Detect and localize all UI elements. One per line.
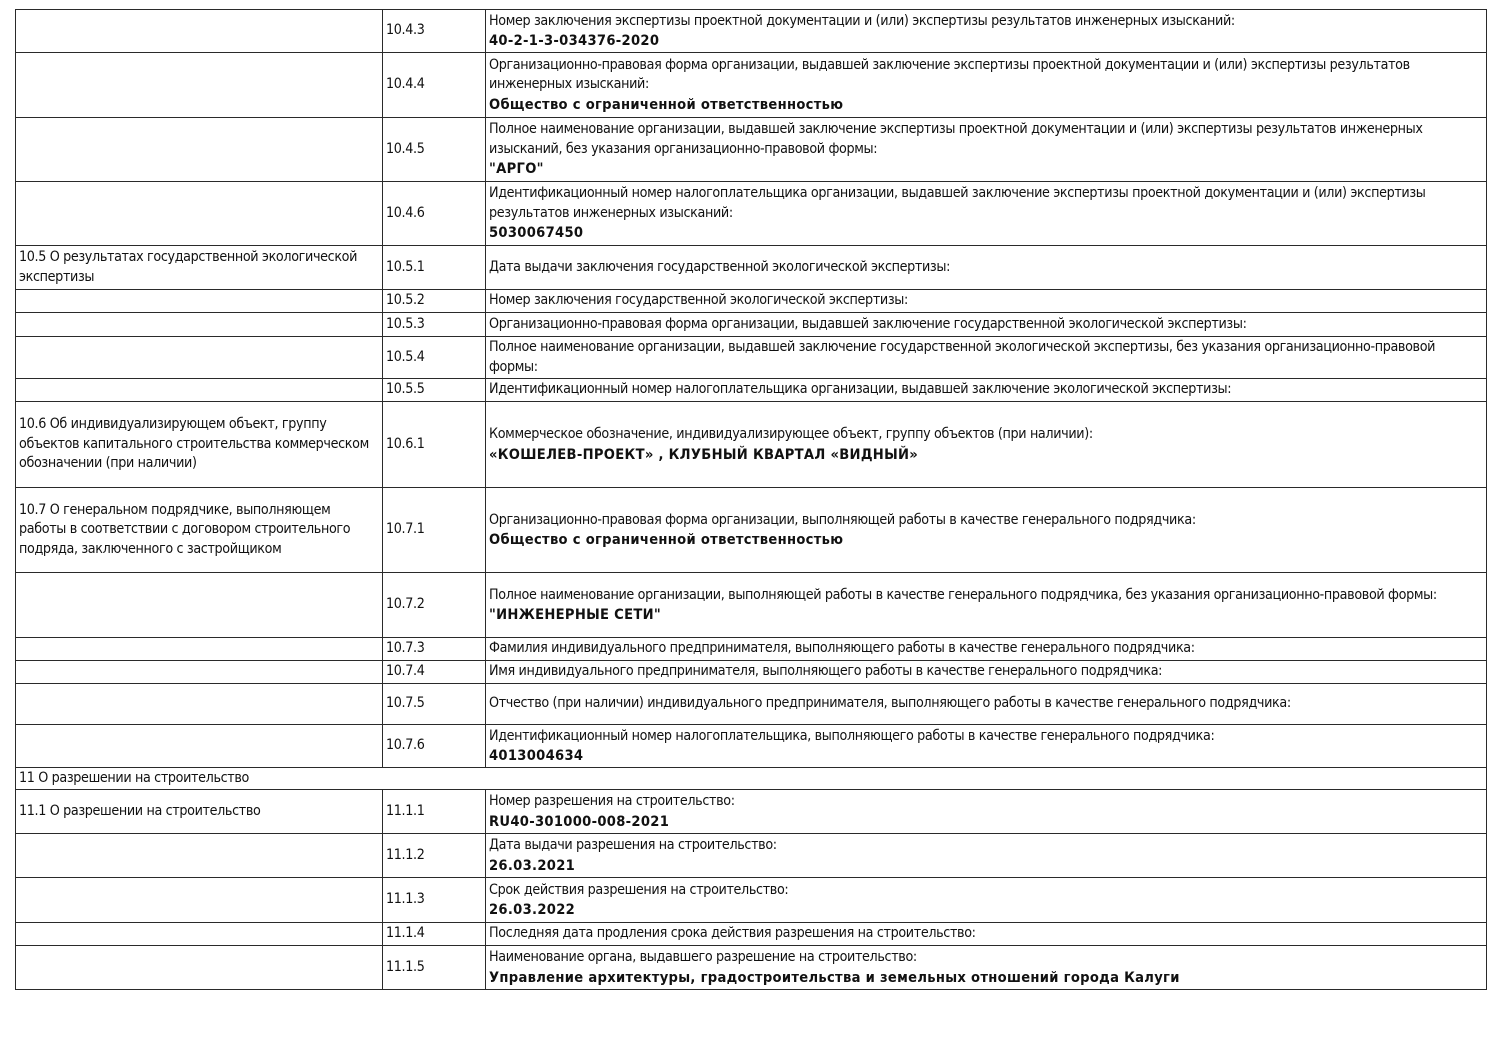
item-content-cell [486,53,1487,118]
item-number-cell: 11.1.5 [383,946,486,990]
table-row [16,246,1487,290]
item-content-cell [486,725,1487,768]
item-label: Срок действия разрешения на строительство: [489,881,789,898]
item-content-cell [486,10,1487,53]
table-row [16,379,1487,402]
item-number-cell: 10.7.2 [383,573,486,638]
table-row [16,53,1487,118]
declaration-table [15,9,1487,990]
section-cell [16,290,383,313]
table-row [16,684,1487,725]
section-cell [16,834,383,878]
item-value: Общество с ограниченной ответственностью [489,95,844,113]
section-cell [16,379,383,402]
item-label: Фамилия индивидуального предпринимателя, выполняющего работы в качестве генерального подрядчика: [489,640,1195,657]
item-label: Номер разрешения на строительство: [489,793,735,809]
item-content-cell [486,118,1487,182]
item-content-cell [486,313,1487,337]
item-content-cell [486,290,1487,313]
section-cell [16,661,383,684]
item-label: Имя индивидуального предпринимателя, выполняющего работы в качестве генерального подрядчика: [489,663,1163,680]
item-value: "АРГО" [489,160,544,178]
item-label: Дата выдачи разрешения на строительство: [489,837,777,853]
item-content-cell [486,488,1487,573]
item-label: Организационно-правовая форма организации, выдавшей заключение государственной экологической экспертизы: [489,315,1247,332]
item-number-cell: 11.1.4 [383,923,486,946]
section-cell [16,725,383,768]
item-content-cell [486,790,1487,834]
item-number-cell: 10.5.1 [383,246,486,290]
item-label: Коммерческое обозначение, индивидуализирующее объект, группу объектов (при наличии): [489,426,1093,442]
section-cell [16,946,383,990]
section-cell: 11.1 О разрешении на строительство [16,790,383,834]
item-value: 5030067450 [489,224,584,242]
item-value: "ИНЖЕНЕРНЫЕ СЕТИ" [489,606,662,623]
item-label: Номер заключения экспертизы проектной документации и (или) экспертизы результатов инженерных изысканий: [489,12,1235,29]
item-label: Организационно-правовая форма организации, выдавшей заключение экспертизы проектной документации и (или) экспертизы результатов инженерных изысканий: [489,56,1410,93]
item-number-cell: 10.7.1 [383,488,486,573]
item-content-cell [486,337,1487,379]
section-heading-row [16,768,1487,790]
section-cell [16,638,383,661]
item-number-cell: 10.7.5 [383,684,486,725]
item-content-cell [486,379,1487,402]
section-cell [16,10,383,53]
section-cell [16,182,383,246]
item-label: Организационно-правовая форма организации, выполняющей работы в качестве генерального подрядчика: [489,511,1196,528]
table-row [16,946,1487,990]
item-label: Номер заключения государственной экологической экспертизы: [489,292,908,309]
section-cell: 10.5 О результатах государственной экологической экспертизы [16,246,383,290]
item-number-cell: 11.1.3 [383,878,486,923]
item-number-cell: 10.5.4 [383,337,486,379]
item-content-cell [486,834,1487,878]
item-number-cell: 10.5.3 [383,313,486,337]
item-content-cell [486,638,1487,661]
table-row [16,725,1487,768]
table-row [16,488,1487,573]
item-content-cell [486,684,1487,725]
table-row [16,290,1487,313]
section-heading: 11 О разрешении на строительство [16,768,1487,790]
item-label: Идентификационный номер налогоплательщика, выполняющего работы в качестве генерального подрядчика: [489,727,1215,744]
table-row [16,790,1487,834]
item-label: Идентификационный номер налогоплательщика организации, выдавшей заключение экспертизы проектной документации и (или) экспертизы результатов инженерных изысканий: [489,185,1426,221]
item-content-cell [486,923,1487,946]
table-row [16,573,1487,638]
item-content-cell [486,878,1487,923]
item-label: Дата выдачи заключения государственной экологической экспертизы: [489,258,951,275]
section-cell [16,53,383,118]
item-number-cell: 11.1.2 [383,834,486,878]
item-value: Управление архитектуры, градостроительства и земельных отношений города Калуги [489,968,1180,986]
table-row [16,10,1487,53]
section-cell [16,573,383,638]
item-content-cell [486,182,1487,246]
table-row [16,182,1487,246]
item-value: «КОШЕЛЕВ-ПРОЕКТ» , КЛУБНЫЙ КВАРТАЛ «ВИДНЫЙ» [489,445,919,463]
item-label: Отчество (при наличии) индивидуального предпринимателя, выполняющего работы в качестве генерального подрядчика: [489,695,1291,712]
item-number-cell: 10.5.2 [383,290,486,313]
item-number-cell: 10.6.1 [383,402,486,488]
section-cell: 10.6 Об индивидуализирующем объект, группу объектов капитального строительства коммерческом обозначении (при наличии) [16,402,383,488]
item-value: 4013004634 [489,747,584,764]
section-cell [16,878,383,923]
item-label: Наименование органа, выдавшего разрешение на строительство: [489,949,917,965]
table-row [16,878,1487,923]
section-cell: 10.7 О генеральном подрядчике, выполняющем работы в соответствии с договором строительного подряда, заключенного с застройщиком [16,488,383,573]
item-value: 40-2-1-3-034376-2020 [489,32,660,49]
section-cell [16,313,383,337]
item-value: 26.03.2021 [489,856,576,874]
table-row [16,638,1487,661]
item-content-cell [486,246,1487,290]
item-number-cell: 10.7.6 [383,725,486,768]
item-content-cell [486,946,1487,990]
section-cell [16,684,383,725]
section-cell [16,923,383,946]
item-content-cell [486,402,1487,488]
item-content-cell [486,573,1487,638]
item-number-cell: 10.7.3 [383,638,486,661]
table-row [16,118,1487,182]
item-number-cell: 10.5.5 [383,379,486,402]
item-number-cell: 10.4.6 [383,182,486,246]
table-row [16,313,1487,337]
item-value: 26.03.2022 [489,901,576,918]
item-value: RU40-301000-008-2021 [489,812,670,830]
item-number-cell: 10.4.5 [383,118,486,182]
item-content-cell [486,661,1487,684]
section-cell [16,118,383,182]
item-label: Идентификационный номер налогоплательщика организации, выдавшей заключение экологической экспертизы: [489,381,1232,398]
item-number-cell: 10.4.4 [383,53,486,118]
table-row [16,337,1487,379]
item-label: Последняя дата продления срока действия разрешения на строительство: [489,925,976,942]
item-label: Полное наименование организации, выдавшей заключение государственной экологической экспертизы, без указания организационно-правовой формы: [489,339,1436,375]
table-row [16,923,1487,946]
item-value: Общество с ограниченной ответственностью [489,531,844,548]
item-number-cell: 10.4.3 [383,10,486,53]
table-row [16,834,1487,878]
table-row [16,402,1487,488]
item-label: Полное наименование организации, выдавшей заключение экспертизы проектной документации и (или) экспертизы результатов инженерных изысканий, без указания организационно-правовой формы: [489,121,1423,157]
item-label: Полное наименование организации, выполняющей работы в качестве генерального подрядчика, без указания организационно-правовой формы: [489,586,1437,603]
section-cell [16,337,383,379]
item-number-cell: 11.1.1 [383,790,486,834]
item-number-cell: 10.7.4 [383,661,486,684]
table-row [16,661,1487,684]
